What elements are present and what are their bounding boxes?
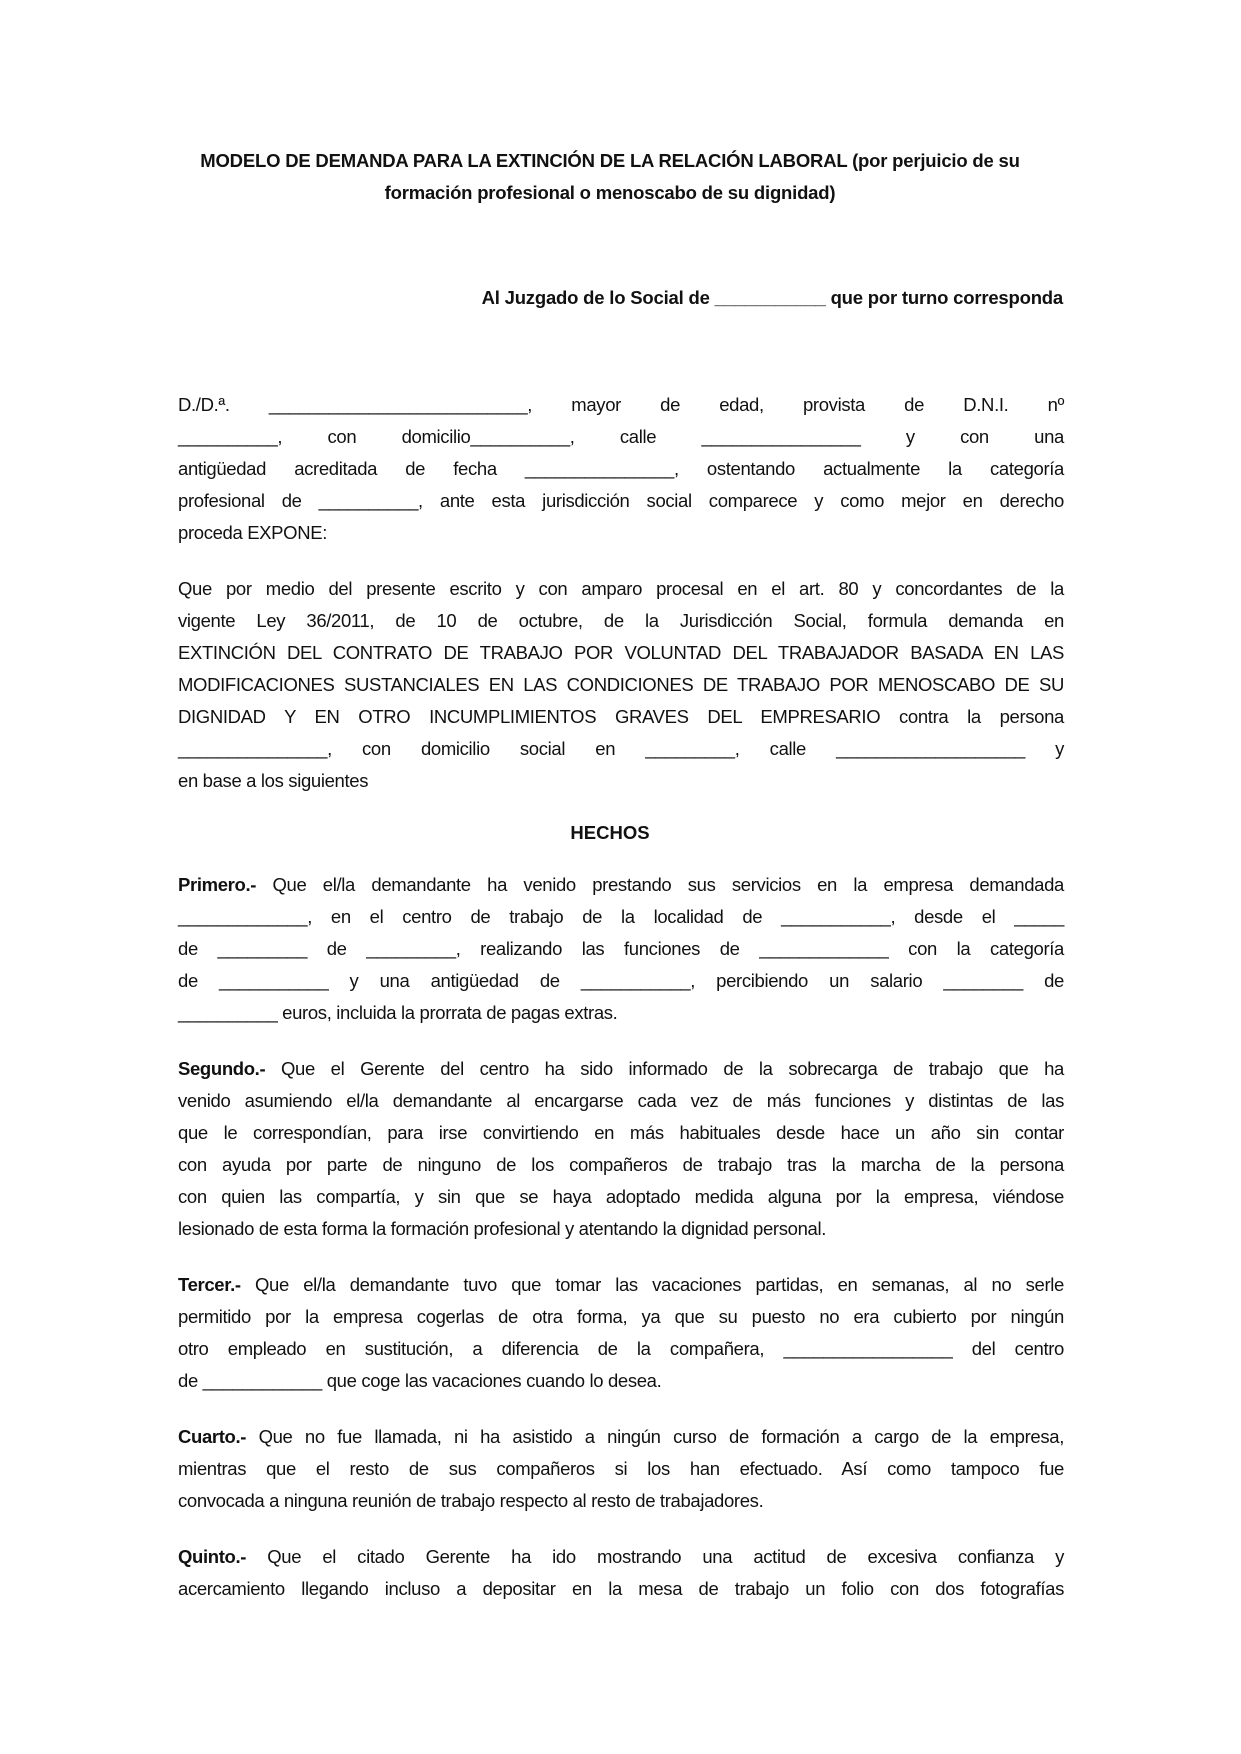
- hecho-segundo-line: que le correspondían, para irse convirtiendo en más habituales desde hace un año sin contar: [178, 1122, 1064, 1143]
- hecho-label: Tercer.-: [178, 1274, 241, 1295]
- hecho-tercer-line: de ____________ que coge las vacaciones cuando lo desea.: [178, 1370, 662, 1391]
- title-line-1: MODELO DE DEMANDA PARA LA EXTINCIÓN DE LA RELACIÓN LABORAL (por perjuicio de su: [200, 150, 1020, 171]
- hecho-tercer-line: otro empleado en sustitución, a diferencia de la compañera, _________________ del centro: [178, 1338, 1064, 1359]
- hecho-tercer-line: Tercer.- Que el/la demandante tuvo que tomar las vacaciones partidas, en semanas, al no serle: [178, 1274, 1064, 1295]
- hecho-primero-line: de ___________ y una antigüedad de ___________, percibiendo un salario ________ de: [178, 970, 1064, 991]
- hecho-label: Cuarto.-: [178, 1426, 247, 1447]
- intro-line: proceda EXPONE:: [178, 522, 327, 543]
- hechos-heading: HECHOS: [570, 822, 650, 843]
- title-line-2: formación profesional o menoscabo de su dignidad): [384, 182, 836, 203]
- hecho-primero-line: _____________, en el centro de trabajo de la localidad de ___________, desde el _____: [178, 906, 1064, 927]
- court-addressee: Al Juzgado de lo Social de ___________ que por turno corresponda: [481, 287, 1063, 308]
- expone-line: EXTINCIÓN DEL CONTRATO DE TRABAJO POR VOLUNTAD DEL TRABAJADOR BASADA EN LAS: [178, 642, 1064, 663]
- expone-line: _______________, con domicilio social en _________, calle ___________________ y: [178, 738, 1064, 759]
- hecho-cuarto-line: convocada a ninguna reunión de trabajo respecto al resto de trabajadores.: [178, 1490, 764, 1511]
- hecho-primero-line: de _________ de _________, realizando las funciones de _____________ con la categoría: [178, 938, 1064, 959]
- hecho-label: Segundo.-: [178, 1058, 266, 1079]
- intro-line: __________, con domicilio__________, calle ________________ y con una: [178, 426, 1064, 447]
- hecho-label: Primero.-: [178, 874, 257, 895]
- hecho-label: Quinto.-: [178, 1546, 247, 1567]
- hecho-primero-line: Primero.- Que el/la demandante ha venido prestando sus servicios en la empresa demandada: [178, 874, 1064, 895]
- hecho-quinto-line: Quinto.- Que el citado Gerente ha ido mostrando una actitud de excesiva confianza y: [178, 1546, 1064, 1567]
- hecho-segundo-line: con ayuda por parte de ninguno de los compañeros de trabajo tras la marcha de la persona: [178, 1154, 1064, 1175]
- expone-line: vigente Ley 36/2011, de 10 de octubre, de la Jurisdicción Social, formula demanda en: [178, 610, 1064, 631]
- expone-line: Que por medio del presente escrito y con amparo procesal en el art. 80 y concordantes de la: [178, 578, 1064, 599]
- hecho-primero-line: __________ euros, incluida la prorrata de pagas extras.: [178, 1002, 618, 1023]
- hecho-quinto-line: acercamiento llegando incluso a depositar en la mesa de trabajo un folio con dos fotografías: [178, 1578, 1064, 1599]
- hecho-segundo-line: venido asumiendo el/la demandante al encargarse cada vez de más funciones y distintas de las: [178, 1090, 1064, 1111]
- intro-line: profesional de __________, ante esta jurisdicción social comparece y como mejor en derecho: [178, 490, 1064, 511]
- hecho-tercer-line: permitido por la empresa cogerlas de otra forma, ya que su puesto no era cubierto por ningún: [178, 1306, 1064, 1327]
- expone-line: DIGNIDAD Y EN OTRO INCUMPLIMIENTOS GRAVES DEL EMPRESARIO contra la persona: [178, 706, 1064, 727]
- intro-line: antigüedad acreditada de fecha _______________, ostentando actualmente la categoría: [178, 458, 1064, 479]
- intro-line: D./D.ª. __________________________, mayor de edad, provista de D.N.I. nº: [178, 394, 1064, 415]
- expone-line: MODIFICACIONES SUSTANCIALES EN LAS CONDICIONES DE TRABAJO POR MENOSCABO DE SU: [178, 674, 1064, 695]
- hecho-cuarto-line: mientras que el resto de sus compañeros si los han efectuado. Así como tampoco fue: [178, 1458, 1064, 1479]
- hecho-segundo-line: Segundo.- Que el Gerente del centro ha sido informado de la sobrecarga de trabajo que ha: [178, 1058, 1064, 1079]
- hecho-segundo-line: lesionado de esta forma la formación profesional y atentando la dignidad personal.: [178, 1218, 827, 1239]
- hecho-segundo-line: con quien las compartía, y sin que se haya adoptado medida alguna por la empresa, viéndose: [178, 1186, 1064, 1207]
- hecho-cuarto-line: Cuarto.- Que no fue llamada, ni ha asistido a ningún curso de formación a cargo de la empresa,: [178, 1426, 1064, 1447]
- expone-line: en base a los siguientes: [178, 770, 369, 791]
